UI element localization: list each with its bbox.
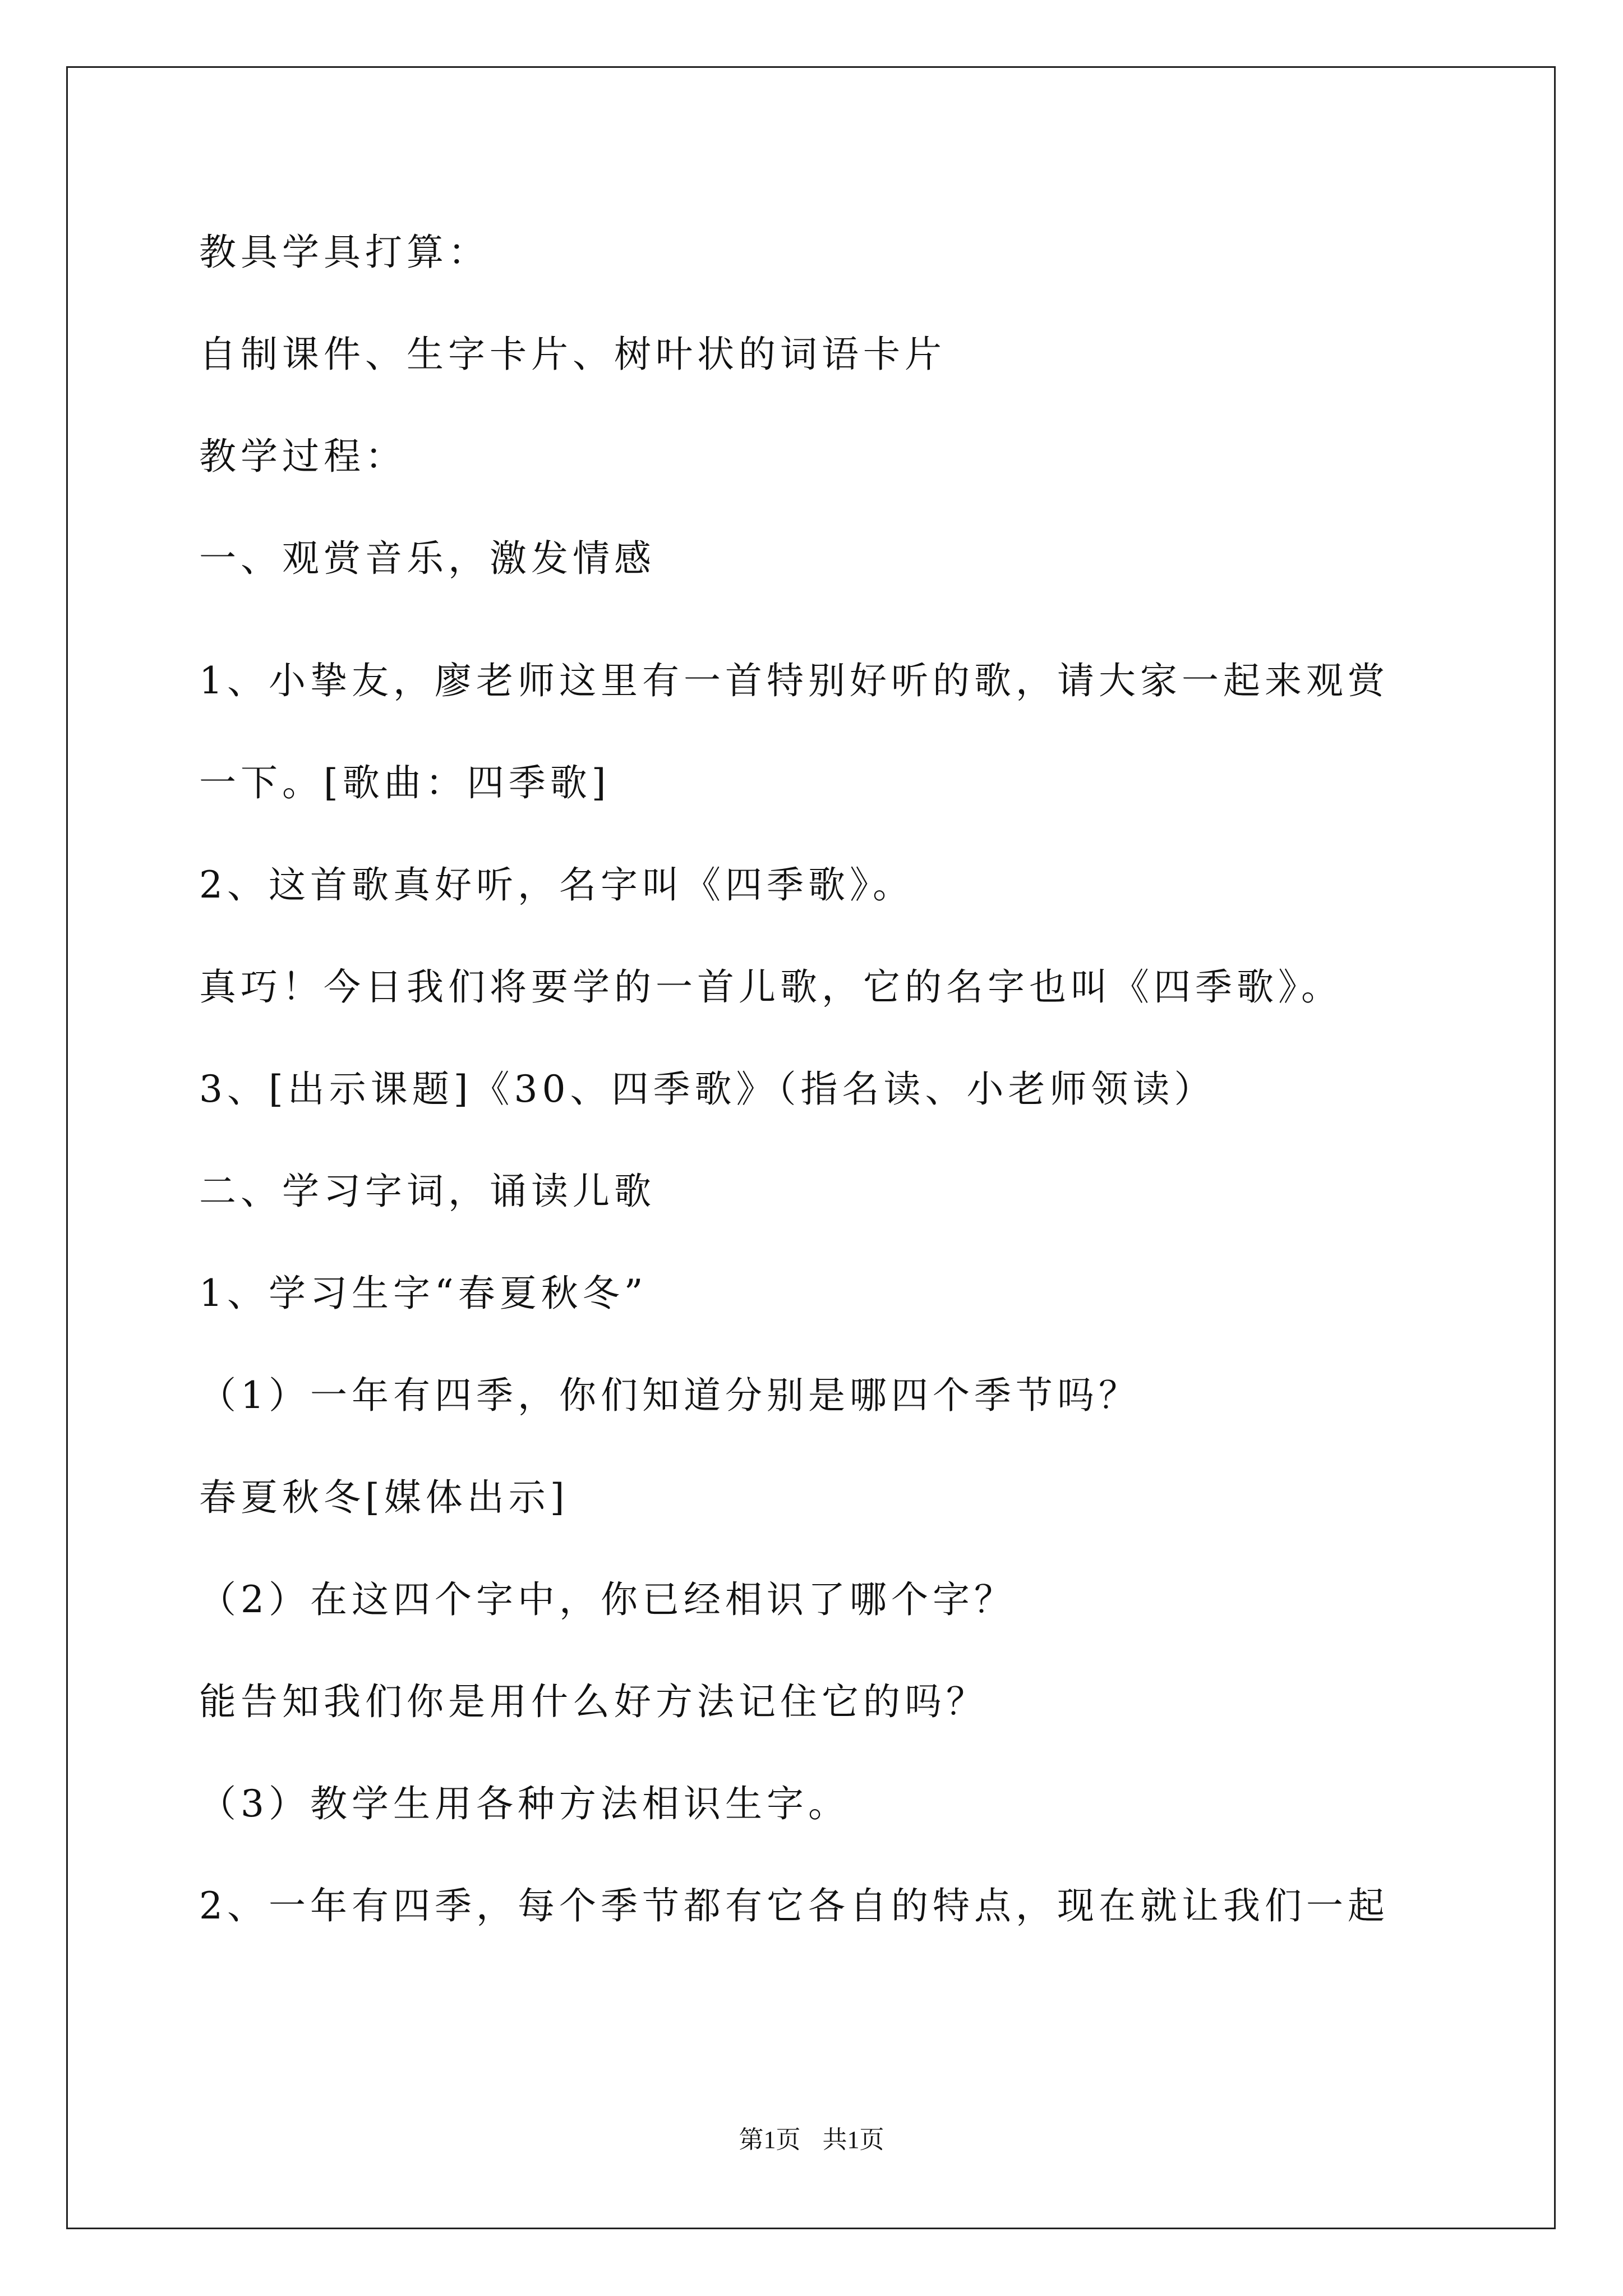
paragraph-16: 2、一年有四季，每个季节都有它各自的特点，现在就让我们一起 bbox=[199, 1884, 1389, 1927]
page-number-total: 共1页 bbox=[822, 2126, 884, 2154]
paragraph-5-continuation: 一下。[歌曲：四季歌] bbox=[199, 761, 611, 804]
paragraph-2: 自制课件、生字卡片、树叶状的词语卡片 bbox=[199, 333, 946, 376]
paragraph-11: （1）一年有四季，你们知道分别是哪四个季节吗？ bbox=[199, 1374, 1140, 1417]
paragraph-14: 能告知我们你是用什么好方法记住它的吗？ bbox=[199, 1680, 988, 1723]
page-number-current: 第1页 bbox=[739, 2126, 801, 2154]
page-footer bbox=[0, 2126, 1623, 2154]
paragraph-6: 2、这首歌真好听，名字叫《四季歌》。 bbox=[199, 863, 914, 907]
paragraph-13: （2）在这四个字中，你已经相识了哪个字？ bbox=[199, 1578, 1016, 1621]
paragraph-3: 教学过程： bbox=[199, 435, 407, 478]
paragraph-8: 3、[出示课题]《30、四季歌》（指名读、小老师领读） bbox=[199, 1068, 1216, 1111]
paragraph-1: 教具学具打算： bbox=[199, 231, 490, 274]
paragraph-4: 一、观赏音乐，激发情感 bbox=[199, 537, 656, 580]
paragraph-7: 真巧！今日我们将要学的一首儿歌，它的名字也叫《四季歌》。 bbox=[199, 965, 1343, 1009]
paragraph-12: 春夏秋冬[媒体出示] bbox=[199, 1476, 569, 1519]
paragraph-10: 1、学习生字“春夏秋冬” bbox=[199, 1272, 648, 1315]
paragraph-15: （3）教学生用各种方法相识生字。 bbox=[199, 1782, 850, 1825]
paragraph-5: 1、小挚友，廖老师这里有一首特别好听的歌，请大家一起来观赏 bbox=[199, 659, 1389, 702]
paragraph-9: 二、学习字词，诵读儿歌 bbox=[199, 1170, 656, 1213]
